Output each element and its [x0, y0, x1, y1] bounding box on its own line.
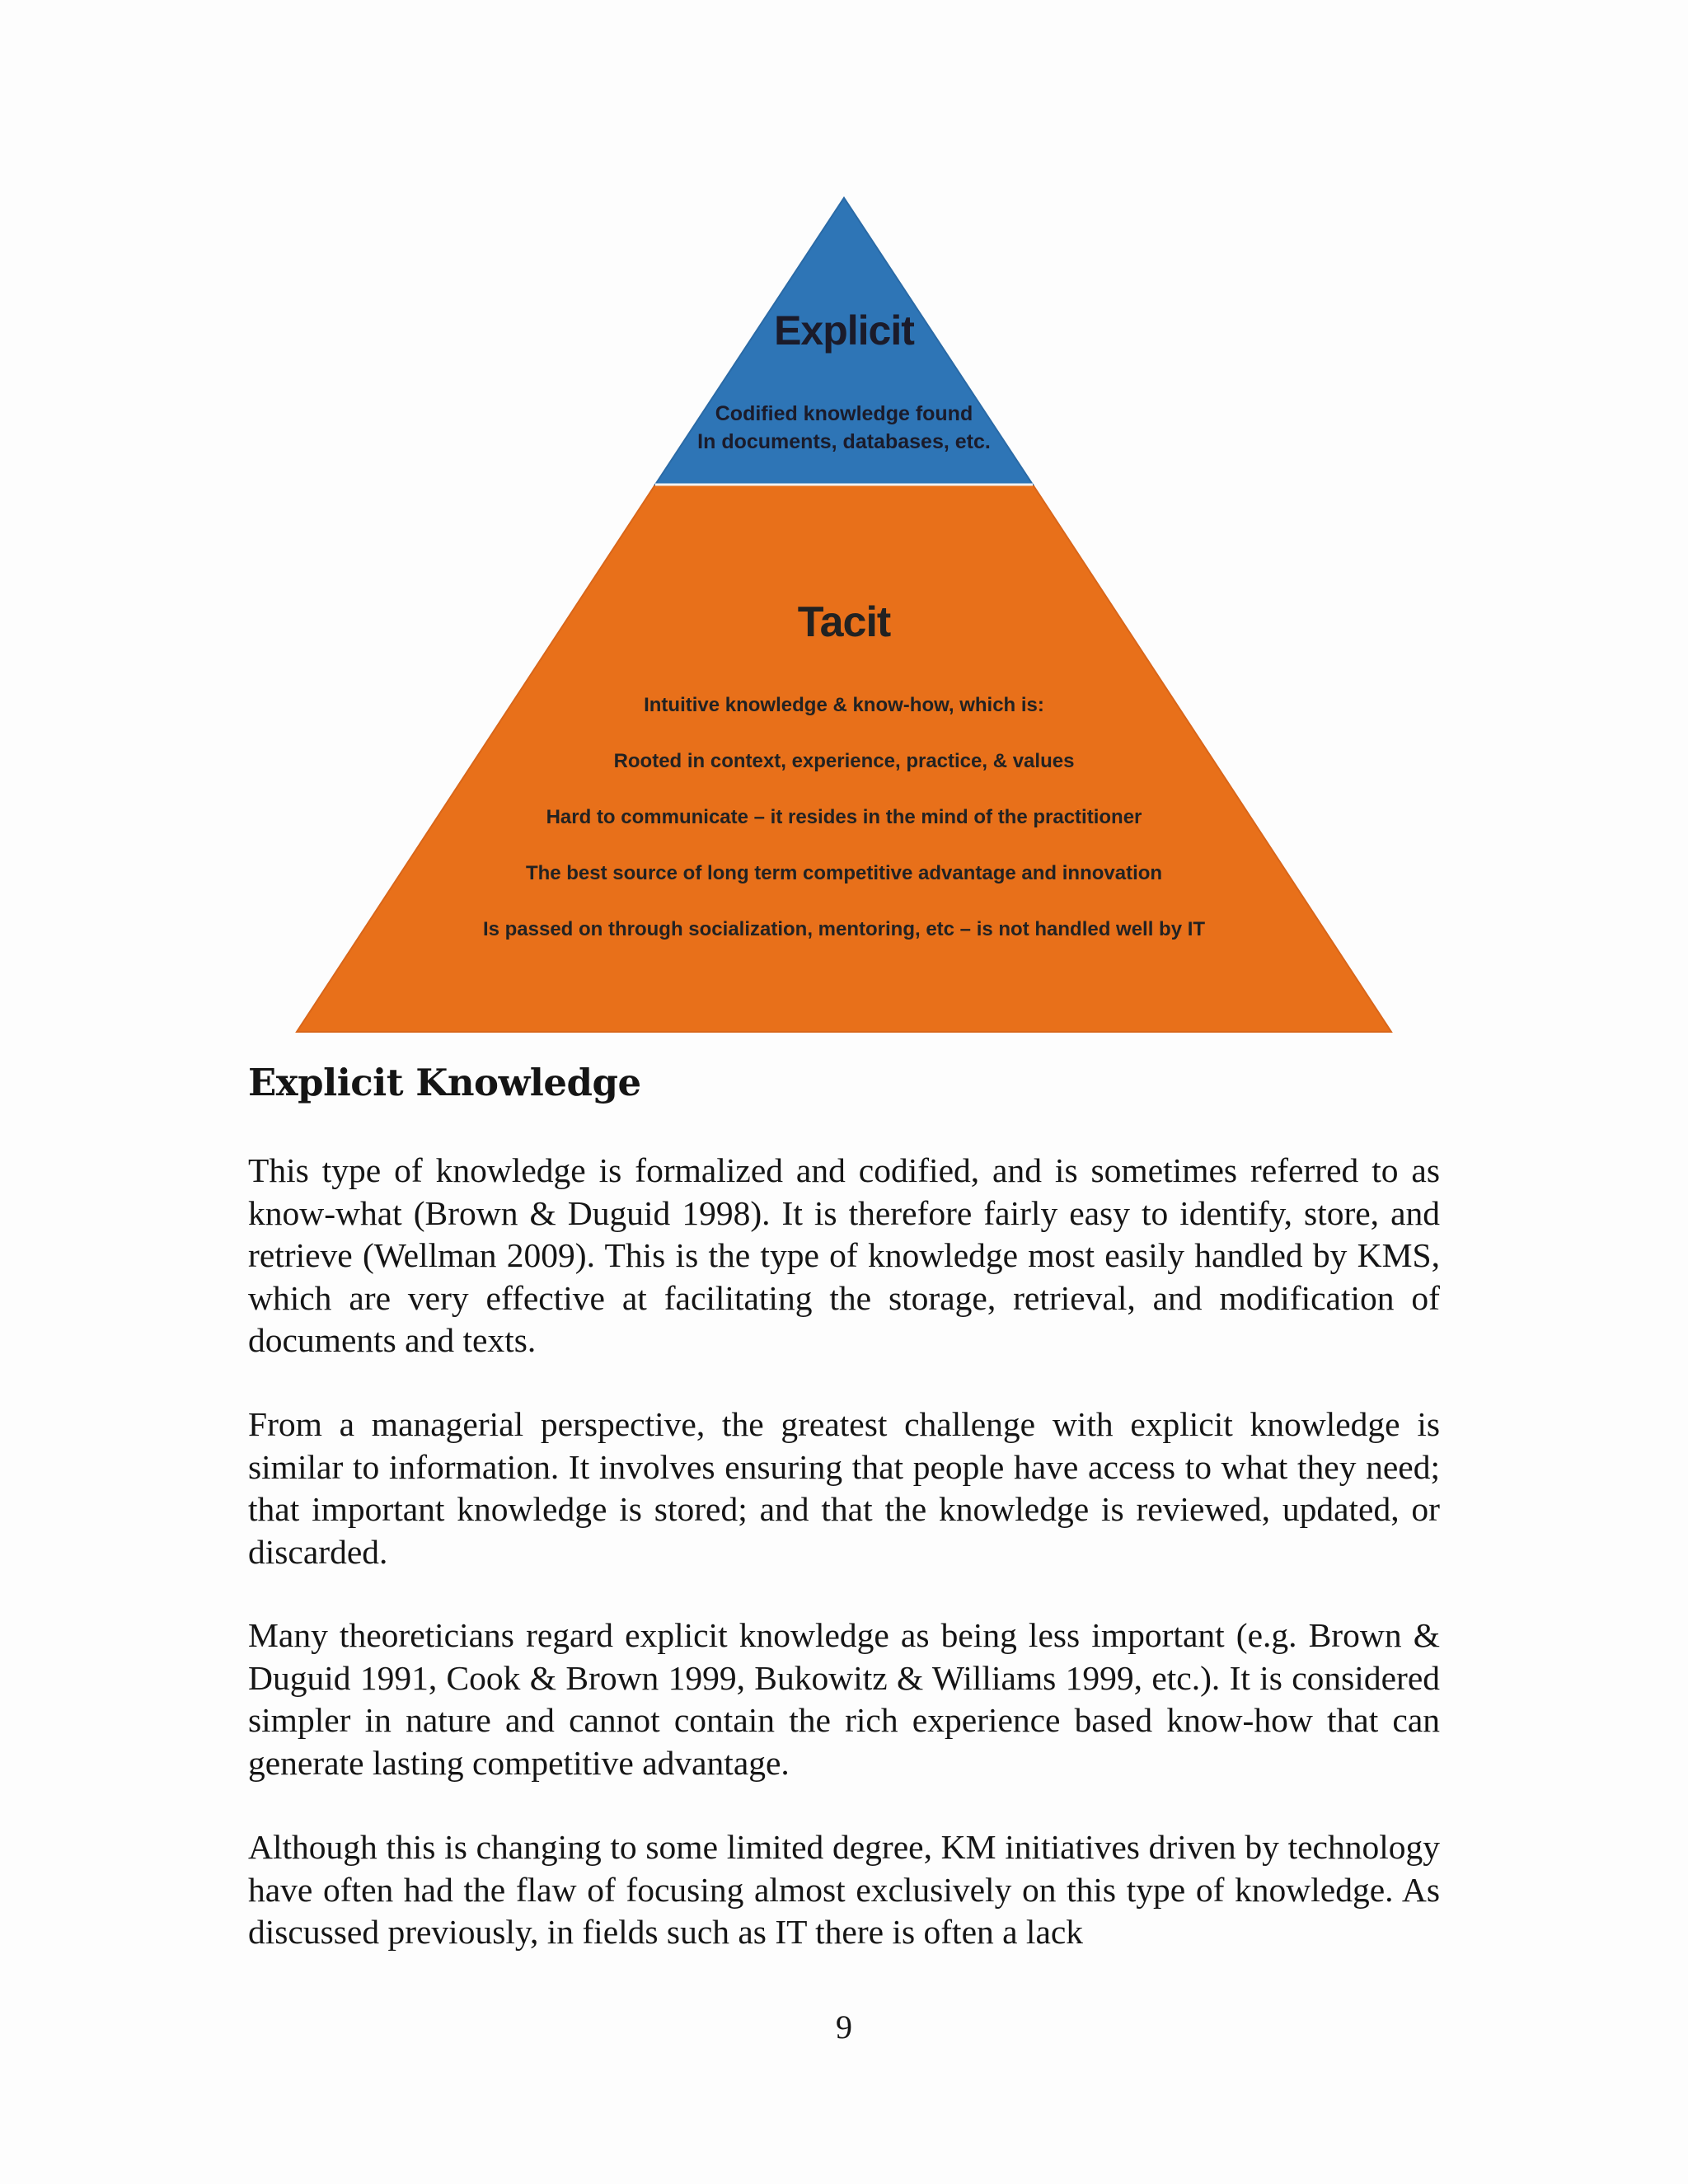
paragraph-4: Although this is changing to some limited degree, KM initiatives driven by technology have often had the flaw of focusing almost exclusively on this type of knowledge. As discussed previously, in fields such as IT there is often a lack — [248, 1828, 1440, 1951]
tacit-line-advantage: The best source of long term competitive advantage and innovation — [525, 862, 1163, 884]
tacit-line-socialization: Is passed on through socialization, mentoring, etc – is not handled well by IT — [482, 918, 1206, 940]
paragraph-2: From a managerial perspective, the greatest challenge with explicit knowledge is similar to information. It involves ensuring that people have access to what they need; that important knowledge is stored; and that the knowledge is reviewed, updated, or discarded. — [248, 1405, 1440, 1571]
explicit-description-line-2: In documents, databases, etc. — [697, 430, 991, 453]
section-heading: Explicit Knowledge — [248, 1061, 641, 1104]
pyramid-shapes — [0, 0, 1688, 1047]
tacit-title: Tacit — [797, 598, 891, 646]
tacit-line-communicate: Hard to communicate – it resides in the mind of the practitioner — [546, 806, 1142, 828]
tacit-line-context: Rooted in context, experience, practice, & values — [613, 750, 1075, 772]
tacit-line-intro: Intuitive knowledge & know-how, which is: — [644, 694, 1044, 716]
explicit-title: Explicit — [774, 307, 914, 354]
paragraph-1: This type of knowledge is formalized and codified, and is sometimes referred to as know-what (Brown & Duguid 1998). It is therefore fairly easy to identify, store, and retrieve (Wellman 2009). This is the type of knowledge most easily handled by KMS, which are very effective at facilitating the storage, retrieval, and modification of documents and texts. — [248, 1151, 1440, 1359]
knowledge-pyramid-diagram — [0, 0, 1688, 1047]
page-number: 9 — [836, 2008, 852, 2046]
explicit-description-line-1: Codified knowledge found — [715, 402, 973, 425]
paragraph-3: Many theoreticians regard explicit knowledge as being less important (e.g. Brown & Duguid 1991, Cook & Brown 1999, Bukowitz & Williams 1999, etc.). It is considered simpler in nature and cannot contain the rich experience based know-how that can generate lasting competitive advantage. — [248, 1616, 1440, 1782]
